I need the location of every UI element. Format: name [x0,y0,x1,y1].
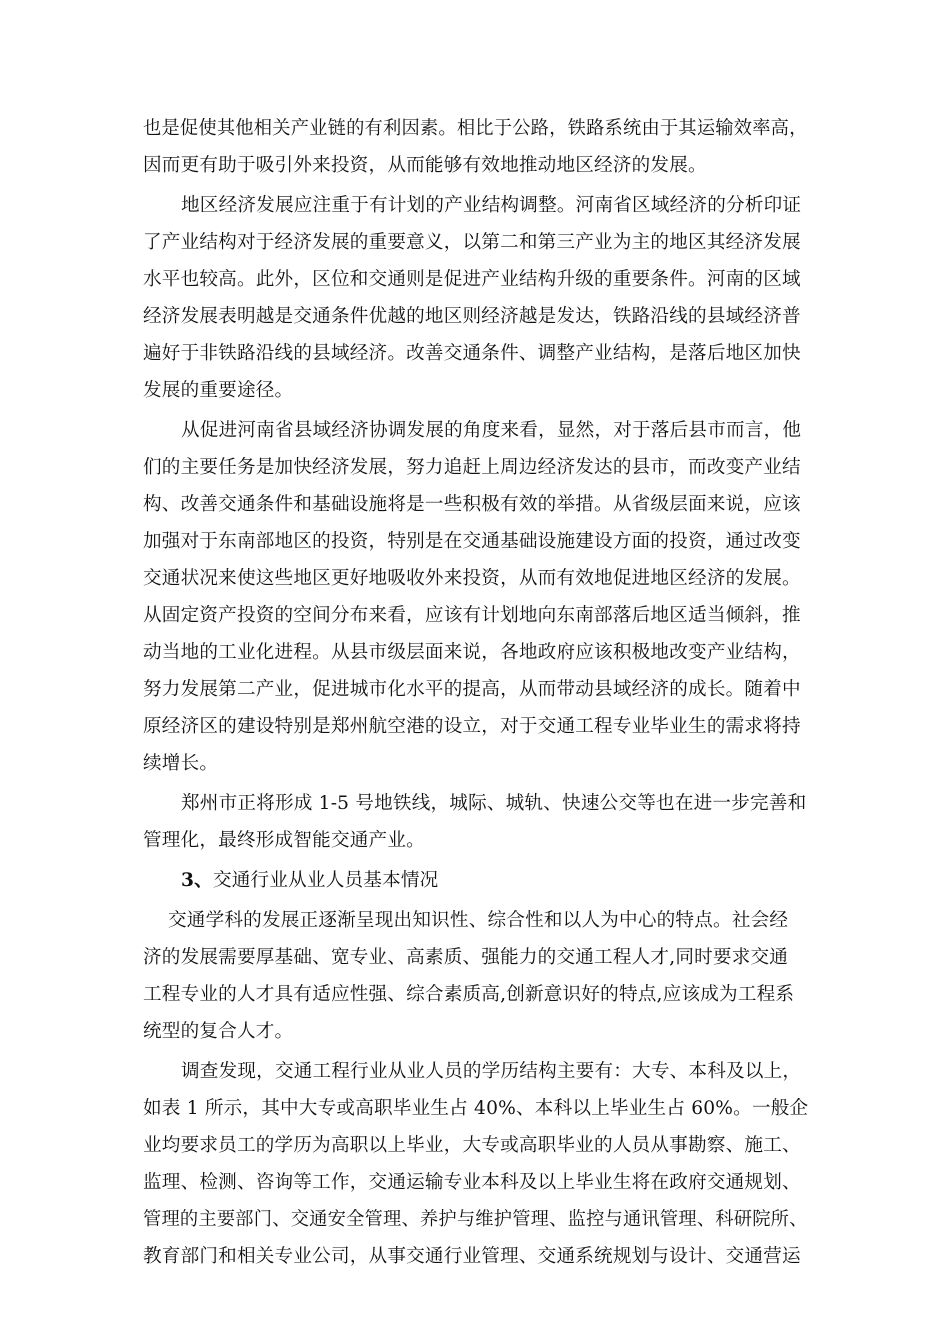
paragraph-line: 们的主要任务是加快经济发展，努力追赶上周边经济发达的县市，而改变产业结 [143,457,801,478]
paragraph-line: 交通学科的发展正逐渐呈现出知识性、综合性和以人为中心的特点。社会经 [168,910,789,931]
section-number: 3、 [181,870,213,891]
paragraph-line: 因而更有助于吸引外来投资，从而能够有效地推动地区经济的发展。 [143,155,707,176]
section-title: 交通行业从业人员基本情况 [212,870,439,891]
paragraph-line: 努力发展第二产业，促进城市化水平的提高，从而带动县域经济的成长。随着中 [143,679,801,700]
paragraph-line: 从促进河南省县域经济协调发展的角度来看，显然，对于落后县市而言，他 [181,420,802,441]
paragraph-line: 郑州市正将形成 1-5 号地铁线，城际、城轨、快速公交等也在进一步完善和 [181,793,807,814]
paragraph-line: 调查发现，交通工程行业从业人员的学历结构主要有：大专、本科及以上， [181,1061,802,1082]
paragraph-line: 加强对于东南部地区的投资，特别是在交通基础设施建设方面的投资，通过改变 [143,531,801,552]
paragraph-line: 遍好于非铁路沿线的县域经济。改善交通条件、调整产业结构，是落后地区加快 [143,343,801,364]
paragraph-line: 从固定资产投资的空间分布来看，应该有计划地向东南部落后地区适当倾斜，推 [143,605,801,626]
paragraph-line: 动当地的工业化进程。从县市级层面来说，各地政府应该积极地改变产业结构， [143,642,801,663]
paragraph-line: 管理化，最终形成智能交通产业。 [143,830,425,851]
paragraph-line: 了产业结构对于经济发展的重要意义，以第二和第三产业为主的地区其经济发展 [143,232,801,253]
paragraph-line: 工程专业的人才具有适应性强、综合素质高,创新意识好的特点,应该成为工程系 [143,984,795,1005]
paragraph-line: 也是促使其他相关产业链的有利因素。相比于公路，铁路系统由于其运输效率高， [143,118,808,139]
paragraph-line: 交通状况来使这些地区更好地吸收外来投资，从而有效地促进地区经济的发展。 [143,568,801,589]
paragraph-line: 续增长。 [143,753,219,774]
paragraph-line: 济的发展需要厚基础、宽专业、高素质、强能力的交通工程人才,同时要求交通 [143,947,789,968]
paragraph-line: 监理、检测、咨询等工作，交通运输专业本科及以上毕业生将在政府交通规划、 [143,1172,801,1193]
paragraph-line: 业均要求员工的学历为高职以上毕业，大专或高职毕业的人员从事勘察、施工、 [143,1135,801,1156]
paragraph-line: 构、改善交通条件和基础设施将是一些积极有效的举措。从省级层面来说，应该 [143,494,801,515]
paragraph-line: 发展的重要途径。 [143,380,294,401]
paragraph-line: 教育部门和相关专业公司，从事交通行业管理、交通系统规划与设计、交通营运 [143,1246,801,1267]
paragraph-line: 经济发展表明越是交通条件优越的地区则经济越是发达，铁路沿线的县域经济普 [143,306,801,327]
section-heading [181,863,438,899]
paragraph-line: 管理的主要部门、交通安全管理、养护与维护管理、监控与通讯管理、科研院所、 [143,1209,808,1230]
paragraph-line: 统型的复合人才。 [143,1021,294,1042]
paragraph-line: 地区经济发展应注重于有计划的产业结构调整。河南省区域经济的分析印证 [181,195,802,216]
paragraph-line: 原经济区的建设特别是郑州航空港的设立，对于交通工程专业毕业生的需求将持 [143,716,801,737]
paragraph-line: 水平也较高。此外，区位和交通则是促进产业结构升级的重要条件。河南的区域 [143,269,801,290]
paragraph-line: 如表 1 所示，其中大专或高职毕业生占 40%、本科以上毕业生占 60%。一般企 [143,1098,809,1119]
